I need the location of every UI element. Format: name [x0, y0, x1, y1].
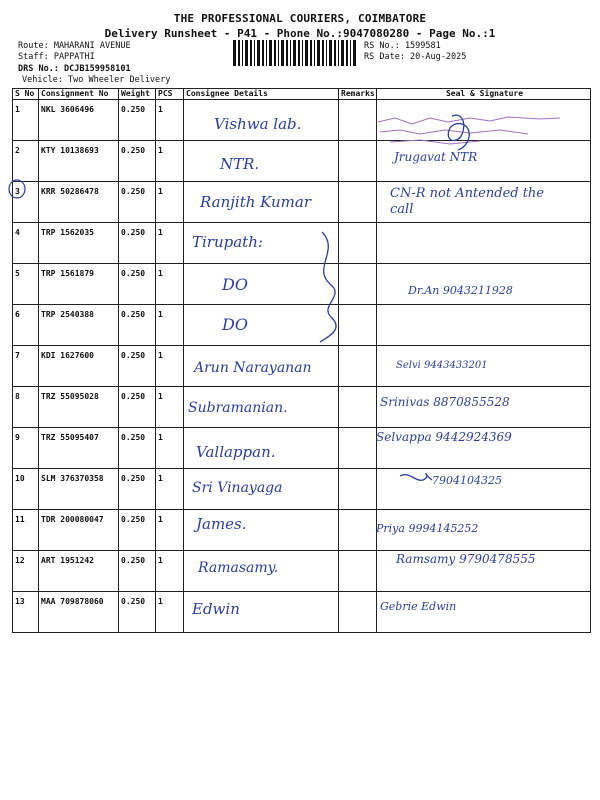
cell-consignment-text: ART 1951242 — [41, 556, 94, 565]
cell-sno-text: 3 — [15, 187, 20, 196]
cell-sno — [13, 469, 39, 510]
cell-pcs — [156, 264, 184, 305]
cell-weight-text: 0.250 — [121, 269, 146, 278]
cell-sno — [13, 182, 39, 223]
handwritten-signature: Selvappa 9442924369 — [376, 430, 512, 444]
cell-consignment-text: SLM 376370358 — [41, 474, 104, 483]
cell-consignment — [39, 469, 119, 510]
cell-pcs-text: 1 — [158, 433, 163, 442]
cell-pcs-text: 1 — [158, 269, 163, 278]
cell-consignment — [39, 100, 119, 141]
cell-weight-text: 0.250 — [121, 597, 146, 606]
cell-weight-text: 0.250 — [121, 474, 146, 483]
cell-sno — [13, 223, 39, 264]
cell-weight — [119, 469, 156, 510]
cell-pcs — [156, 182, 184, 223]
cell-sno — [13, 510, 39, 551]
col-consignee: Consignee Details — [184, 89, 339, 100]
cell-sno — [13, 141, 39, 182]
cell-remarks — [339, 551, 377, 592]
cell-weight — [119, 551, 156, 592]
handwritten-consignee: NTR. — [220, 155, 260, 173]
cell-pcs-text: 1 — [158, 556, 163, 565]
cell-weight — [119, 428, 156, 469]
cell-sno-text: 5 — [15, 269, 20, 278]
cell-seal — [377, 100, 591, 141]
cell-sno-text: 8 — [15, 392, 20, 401]
cell-pcs-text: 1 — [158, 146, 163, 155]
cell-consignment-text: TRZ 55095407 — [41, 433, 99, 442]
handwritten-signature: Priya 9994145252 — [376, 522, 479, 535]
handwritten-signature: Jrugavat NTR — [394, 150, 478, 164]
handwritten-consignee: Subramanian. — [188, 400, 288, 416]
cell-consignment-text: KRR 50286478 — [41, 187, 99, 196]
col-seal: Seal & Signature — [377, 89, 591, 100]
vehicle-label: Vehicle: Two Wheeler Delivery — [22, 75, 171, 85]
handwritten-consignee: Sri Vinayaga — [192, 480, 283, 496]
cell-consignment-text: TRP 1561879 — [41, 269, 94, 278]
table-row — [13, 510, 591, 551]
cell-weight — [119, 510, 156, 551]
handwritten-consignee: Vallappan. — [196, 443, 276, 461]
cell-consignment — [39, 305, 119, 346]
handwritten-signature: Gebrie Edwin — [380, 600, 457, 613]
cell-consignment-text: TRP 1562035 — [41, 228, 94, 237]
cell-sno-text: 4 — [15, 228, 20, 237]
table-header-row — [13, 89, 591, 100]
handwritten-consignee: DO — [222, 275, 248, 294]
cell-weight — [119, 592, 156, 633]
cell-pcs — [156, 551, 184, 592]
cell-remarks — [339, 100, 377, 141]
cell-pcs-text: 1 — [158, 105, 163, 114]
handwritten-signature: Selvi 9443433201 — [396, 360, 488, 371]
cell-sno-text: 10 — [15, 474, 25, 483]
cell-weight — [119, 305, 156, 346]
cell-seal — [377, 223, 591, 264]
staff-label: Staff: PAPPATHI — [18, 52, 95, 62]
handwritten-consignee: Ramasamy. — [198, 560, 279, 576]
cell-sno — [13, 428, 39, 469]
handwritten-signature: CN-R not Antended the call — [390, 186, 545, 217]
cell-pcs — [156, 387, 184, 428]
handwritten-consignee: Edwin — [192, 600, 240, 618]
cell-weight-text: 0.250 — [121, 351, 146, 360]
cell-weight — [119, 223, 156, 264]
cell-weight — [119, 100, 156, 141]
cell-sno-text: 11 — [15, 515, 25, 524]
cell-weight-text: 0.250 — [121, 187, 146, 196]
cell-consignment-text: KDI 1627600 — [41, 351, 94, 360]
cell-pcs — [156, 100, 184, 141]
cell-remarks — [339, 182, 377, 223]
cell-weight-text: 0.250 — [121, 515, 146, 524]
cell-remarks — [339, 510, 377, 551]
col-remarks: Remarks — [339, 89, 377, 100]
rs-number: RS No.: 1599581 — [364, 41, 441, 51]
cell-weight — [119, 141, 156, 182]
cell-pcs — [156, 428, 184, 469]
cell-sno — [13, 387, 39, 428]
table-row — [13, 305, 591, 346]
cell-sno-text: 12 — [15, 556, 25, 565]
col-weight: Weight — [119, 89, 156, 100]
table-row — [13, 592, 591, 633]
handwritten-signature: Srinivas 8870855528 — [380, 395, 510, 409]
cell-weight — [119, 182, 156, 223]
table-row — [13, 141, 591, 182]
cell-pcs — [156, 305, 184, 346]
cell-sno-text: 1 — [15, 105, 20, 114]
handwritten-consignee: Tirupath: — [192, 233, 263, 251]
cell-consignment — [39, 551, 119, 592]
cell-pcs — [156, 223, 184, 264]
cell-weight-text: 0.250 — [121, 105, 146, 114]
cell-pcs — [156, 592, 184, 633]
cell-consignment-text: TDR 200080047 — [41, 515, 104, 524]
cell-sno — [13, 100, 39, 141]
cell-sno-text: 9 — [15, 433, 20, 442]
cell-remarks — [339, 387, 377, 428]
company-title: THE PROFESSIONAL COURIERS, COIMBATORE — [173, 12, 427, 25]
cell-sno-text: 7 — [15, 351, 20, 360]
cell-weight-text: 0.250 — [121, 433, 146, 442]
table-row — [13, 223, 591, 264]
cell-consignment — [39, 387, 119, 428]
cell-remarks — [339, 592, 377, 633]
handwritten-consignee: Vishwa lab. — [214, 115, 302, 133]
handwritten-consignee: DO — [222, 315, 248, 334]
handwritten-signature: Dr.An 9043211928 — [408, 284, 513, 297]
cell-remarks — [339, 264, 377, 305]
drs-number: DRS No.: DCJB159958101 — [18, 64, 131, 74]
handwritten-consignee: James. — [196, 515, 247, 533]
cell-sno-text: 6 — [15, 310, 20, 319]
handwritten-consignee: Ranjith Kumar — [200, 193, 312, 211]
cell-remarks — [339, 346, 377, 387]
cell-consignment-text: NKL 3606496 — [41, 105, 94, 114]
cell-consignee — [184, 264, 339, 305]
cell-remarks — [339, 223, 377, 264]
cell-consignment — [39, 510, 119, 551]
cell-consignment-text: KTY 10138693 — [41, 146, 99, 155]
cell-consignment — [39, 182, 119, 223]
cell-sno — [13, 264, 39, 305]
cell-pcs — [156, 510, 184, 551]
handwritten-signature: Ramsamy 9790478555 — [396, 552, 536, 566]
col-pcs: PCS — [156, 89, 184, 100]
col-sno: S No — [13, 89, 39, 100]
cell-remarks — [339, 469, 377, 510]
cell-consignee — [184, 305, 339, 346]
cell-sno-text: 13 — [15, 597, 25, 606]
cell-remarks — [339, 141, 377, 182]
col-consignment: Consignment No — [39, 89, 119, 100]
cell-consignment-text: TRZ 55095028 — [41, 392, 99, 401]
cell-remarks — [339, 305, 377, 346]
route-label: Route: MAHARANI AVENUE — [18, 41, 131, 51]
cell-pcs — [156, 469, 184, 510]
cell-pcs-text: 1 — [158, 228, 163, 237]
barcode-icon — [232, 40, 358, 66]
cell-consignment-text: TRP 2540388 — [41, 310, 94, 319]
table-row — [13, 100, 591, 141]
handwritten-signature: 7904104325 — [432, 474, 502, 487]
cell-weight-text: 0.250 — [121, 228, 146, 237]
cell-pcs-text: 1 — [158, 597, 163, 606]
cell-weight-text: 0.250 — [121, 146, 146, 155]
cell-pcs-text: 1 — [158, 310, 163, 319]
cell-pcs-text: 1 — [158, 351, 163, 360]
table-row — [13, 469, 591, 510]
cell-weight — [119, 346, 156, 387]
cell-sno — [13, 551, 39, 592]
handwritten-consignee: Arun Narayanan — [194, 360, 312, 376]
cell-sno — [13, 346, 39, 387]
cell-consignment — [39, 592, 119, 633]
cell-consignment — [39, 223, 119, 264]
cell-pcs — [156, 141, 184, 182]
cell-sno — [13, 305, 39, 346]
cell-weight-text: 0.250 — [121, 392, 146, 401]
cell-weight — [119, 387, 156, 428]
cell-consignment — [39, 264, 119, 305]
cell-sno — [13, 592, 39, 633]
cell-pcs-text: 1 — [158, 515, 163, 524]
cell-weight-text: 0.250 — [121, 556, 146, 565]
cell-pcs-text: 1 — [158, 187, 163, 196]
cell-weight — [119, 264, 156, 305]
cell-consignment — [39, 346, 119, 387]
cell-seal — [377, 305, 591, 346]
cell-remarks — [339, 428, 377, 469]
cell-consignee — [184, 141, 339, 182]
cell-consignment — [39, 428, 119, 469]
runsheet-title: Delivery Runsheet - P41 - Phone No.:9047080280 - Page No.:1 — [104, 27, 496, 40]
cell-pcs — [156, 346, 184, 387]
cell-pcs-text: 1 — [158, 474, 163, 483]
rs-date: RS Date: 20-Aug-2025 — [364, 52, 467, 62]
cell-weight-text: 0.250 — [121, 310, 146, 319]
cell-consignment — [39, 141, 119, 182]
cell-consignment-text: MAA 709878060 — [41, 597, 104, 606]
cell-sno-text: 2 — [15, 146, 20, 155]
cell-pcs-text: 1 — [158, 392, 163, 401]
